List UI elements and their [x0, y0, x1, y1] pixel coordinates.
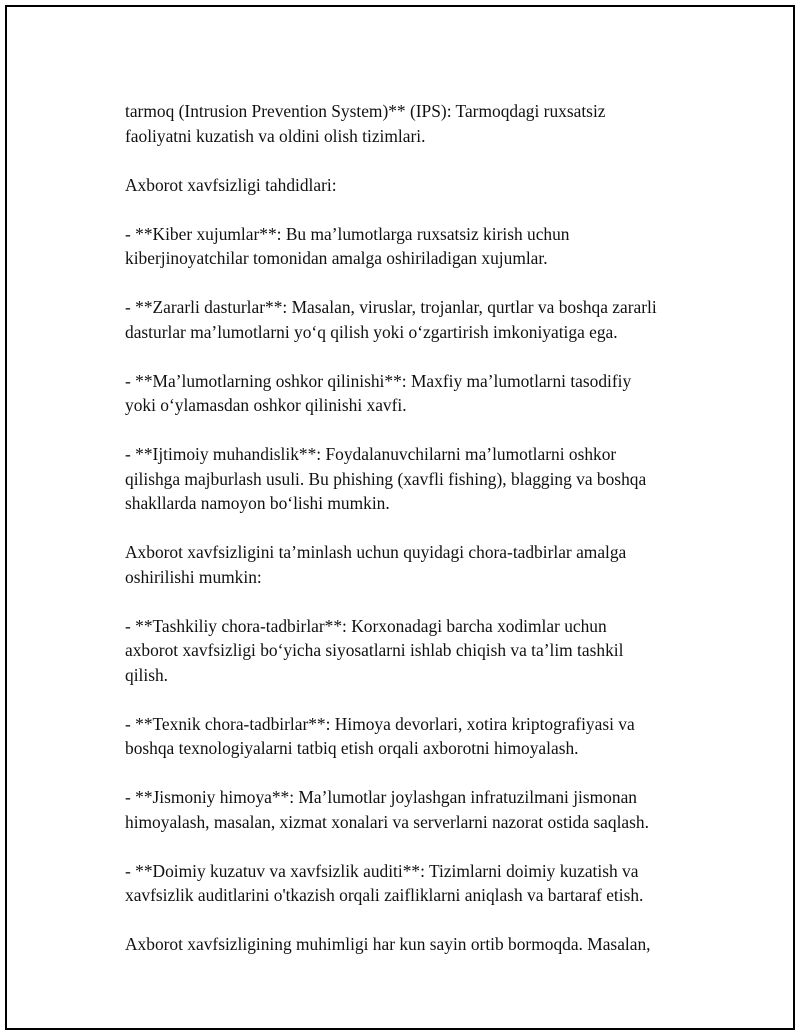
text-line: - **Kiber xujumlar**: Bu ma’lumotlarga ruxsatsiz kirish uchun: [125, 223, 570, 244]
text-line: yoki o‘ylamasdan oshkor qilinishi xavfi.: [125, 395, 407, 415]
text-line: tarmoq (Intrusion Prevention System)** (IPS): Tarmoqdagi ruxsatsiz: [125, 101, 606, 121]
text-line: faoliyatni kuzatish va oldini olish tizimlari.: [125, 125, 426, 146]
paragraph-threats-heading: [125, 173, 725, 198]
text-line: dasturlar ma’lumotlarni yo‘q qilish yoki o‘zgartirish imkoniyatiga ega.: [125, 321, 618, 342]
text-line: oshirilishi mumkin:: [125, 566, 262, 587]
text-line: xavfsizlik auditlarini o'tkazish orqali zaifliklarni aniqlash va bartaraf etish.: [125, 885, 644, 905]
text-line: - **Ma’lumotlarning oshkor qilinishi**: Maxfiy ma’lumotlarni tasodifiy: [125, 370, 632, 391]
paragraph-importance: [125, 932, 725, 957]
text-line: qilishga majburlash usuli. Bu phishing (xavfli fishing), blagging va boshqa: [125, 468, 647, 489]
page-frame: [5, 5, 795, 1030]
paragraph-ips-definition: [125, 99, 725, 148]
text-line: axborot xavfsizligi bo‘yicha siyosatlarni ishlab chiqish va ta’lim tashkil: [125, 640, 624, 660]
text-line: boshqa texnologiyalarni tatbiq etish orqali axborotni himoyalash.: [125, 738, 579, 758]
list-item-data-disclosure: [125, 369, 725, 418]
list-item-organizational-measures: [125, 614, 725, 688]
text-line: kiberjinoyatchilar tomonidan amalga oshiriladigan xujumlar.: [125, 248, 548, 268]
text-line: shakllarda namoyon bo‘lishi mumkin.: [125, 493, 390, 513]
text-line: Axborot xavfsizligining muhimligi har kun sayin ortib bormoqda. Masalan,: [125, 934, 651, 954]
text-line: Axborot xavfsizligi tahdidlari:: [125, 174, 337, 195]
text-line: - **Jismoniy himoya**: Ma’lumotlar joylashgan infratuzilmani jismonan: [125, 787, 637, 807]
paragraph-measures-intro: [125, 540, 725, 589]
text-line: - **Ijtimoiy muhandislik**: Foydalanuvchilarni ma’lumotlarni oshkor: [125, 444, 617, 464]
text-line: - **Texnik chora-tadbirlar**: Himoya devorlari, xotira kriptografiyasi va: [125, 713, 635, 734]
text-line: Axborot xavfsizligini ta’minlash uchun quyidagi chora-tadbirlar amalga: [125, 542, 627, 562]
list-item-social-engineering: [125, 442, 725, 516]
text-line: - **Tashkiliy chora-tadbirlar**: Korxonadagi barcha xodimlar uchun: [125, 615, 607, 636]
text-line: - **Zararli dasturlar**: Masalan, viruslar, trojanlar, qurtlar va boshqa zararli: [125, 297, 657, 317]
document-body: [125, 99, 725, 981]
list-item-monitoring-audit: [125, 859, 725, 908]
list-item-cyber-attacks: [125, 222, 725, 271]
list-item-physical-protection: [125, 785, 725, 834]
text-line: - **Doimiy kuzatuv va xavfsizlik auditi**: Tizimlarni doimiy kuzatish va: [125, 860, 639, 881]
text-line: himoyalash, masalan, xizmat xonalari va serverlarni nazorat ostida saqlash.: [125, 811, 649, 832]
list-item-malware: [125, 295, 725, 344]
list-item-technical-measures: [125, 712, 725, 761]
text-line: qilish.: [125, 664, 169, 685]
